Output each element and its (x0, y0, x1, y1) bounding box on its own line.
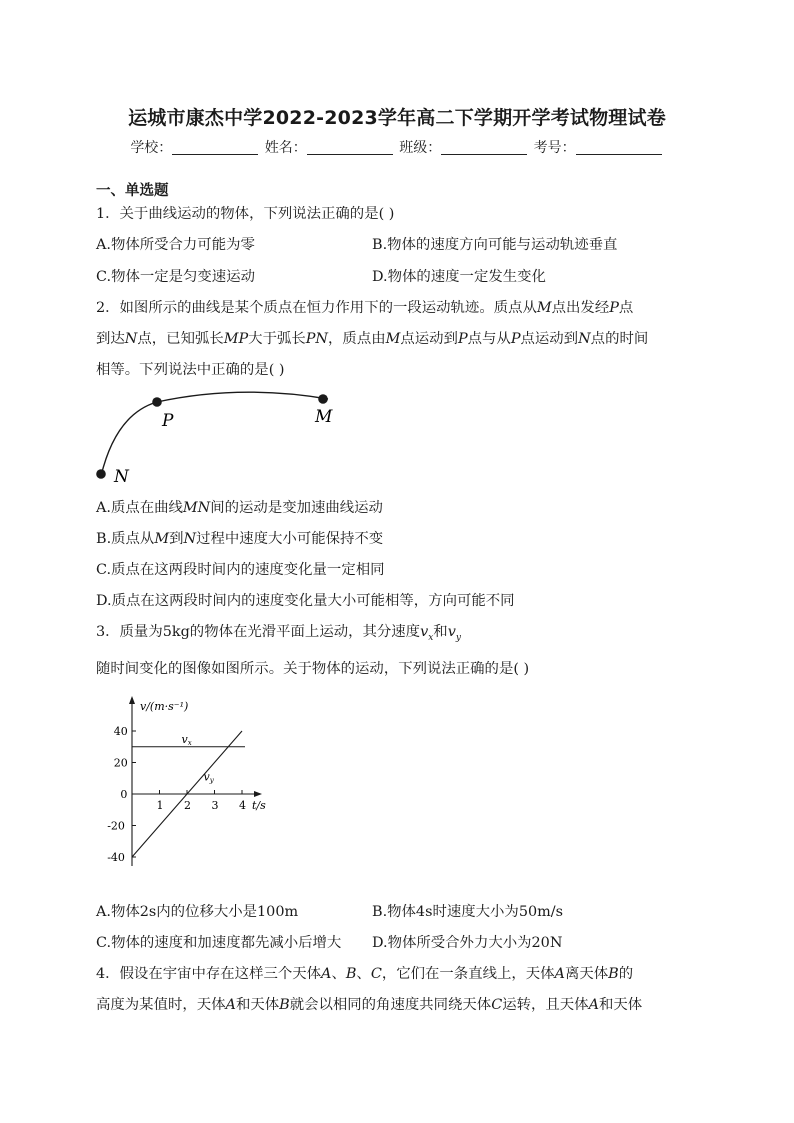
y-tick-label: 20 (113, 756, 128, 770)
class-blank[interactable] (441, 140, 527, 155)
q3-stem-line1: 3．质量为5kg的物体在光滑平面上运动，其分速度$v_x$和$v_y$ (96, 624, 461, 643)
label-p: P (162, 411, 174, 431)
x-tick-label: 3 (211, 799, 219, 812)
q3-option-b: B.物体4s时速度大小为50m/s (372, 904, 564, 920)
q1-option-d: D.物体的速度一定发生变化 (372, 269, 546, 285)
point-p (152, 397, 162, 407)
y-tick-label: 40 (113, 725, 128, 738)
exam-title: 运城市康杰中学2022-2023学年高二下学期开学考试物理试卷 (128, 107, 666, 129)
section-heading: 一、单选题 (96, 183, 169, 199)
x-axis-arrow (254, 791, 262, 797)
y-axis-arrow (129, 696, 135, 704)
q1-option-a: A.物体所受合力可能为零 (96, 237, 255, 253)
label-m: M (315, 407, 333, 427)
series-label-vy: vy (203, 770, 214, 785)
y-tick-label: -40 (107, 851, 125, 864)
q1-stem: 1．关于曲线运动的物体，下列说法正确的是( ) (96, 206, 395, 222)
point-n (96, 469, 106, 479)
class-label: 班级： (399, 140, 442, 156)
velocity-time-chart (96, 688, 296, 868)
series-label-vx: vx (181, 732, 192, 747)
trajectory-curve (101, 392, 328, 476)
x-axis-label: t/s (252, 799, 266, 812)
q3-stem-line2: 随时间变化的图像如图所示。关于物体的运动，下列说法正确的是( ) (96, 661, 530, 677)
y-tick-label: -20 (107, 819, 125, 833)
name-blank[interactable] (307, 140, 393, 155)
q4-stem-line2: 高度为某值时，天体A和天体B就会以相同的角速度共同绕天体C运转，且天体A和天体 (96, 997, 643, 1013)
school-blank[interactable] (172, 140, 258, 155)
q4-stem-line1: 4．假设在宇宙中存在这样三个天体A、B、C，它们在一条直线上，天体A离天体B的 (96, 966, 634, 982)
y-tick-label: 0 (120, 788, 128, 801)
label-n: N (114, 467, 129, 487)
q2-stem-line3: 相等。下列说法中正确的是( ) (96, 362, 285, 378)
q3-option-a: A.物体2s内的位移大小是100m (96, 904, 299, 920)
q2-option-d: D.质点在这两段时间内的速度变化量大小可能相等，方向可能不同 (96, 593, 515, 609)
x-tick-label: 1 (156, 799, 164, 812)
trajectory-figure (90, 384, 350, 489)
q2-stem-line2: 到达N点，已知弧长MP大于弧长PN，质点由M点运动到P点与从P点运动到N点的时间 (96, 331, 649, 347)
q2-option-a: A.质点在曲线MN间的运动是变加速曲线运动 (96, 500, 383, 516)
student-info-row (0, 137, 794, 157)
number-label: 考号： (533, 140, 576, 156)
q2-option-b: B.质点从M到N过程中速度大小可能保持不变 (96, 531, 384, 547)
q3-option-c: C.物体的速度和加速度都先减小后增大 (96, 935, 342, 951)
q1-option-b: B.物体的速度方向可能与运动轨迹垂直 (372, 237, 618, 253)
x-tick-label: 4 (239, 799, 246, 812)
q2-stem-line1: 2．如图所示的曲线是某个质点在恒力作用下的一段运动轨迹。质点从M点出发经P点 (96, 300, 634, 316)
name-label: 姓名： (264, 140, 307, 156)
q1-option-c: C.物体一定是匀变速运动 (96, 269, 255, 285)
q3-option-d: D.物体所受合外力大小为20N (372, 935, 563, 951)
number-blank[interactable] (576, 140, 662, 155)
q2-option-c: C.质点在这两段时间内的速度变化量一定相同 (96, 562, 385, 578)
school-label: 学校： (130, 140, 173, 156)
y-axis-label: v/(m·s⁻¹) (140, 700, 189, 713)
x-tick-label: 2 (184, 799, 191, 812)
point-m (318, 394, 328, 404)
